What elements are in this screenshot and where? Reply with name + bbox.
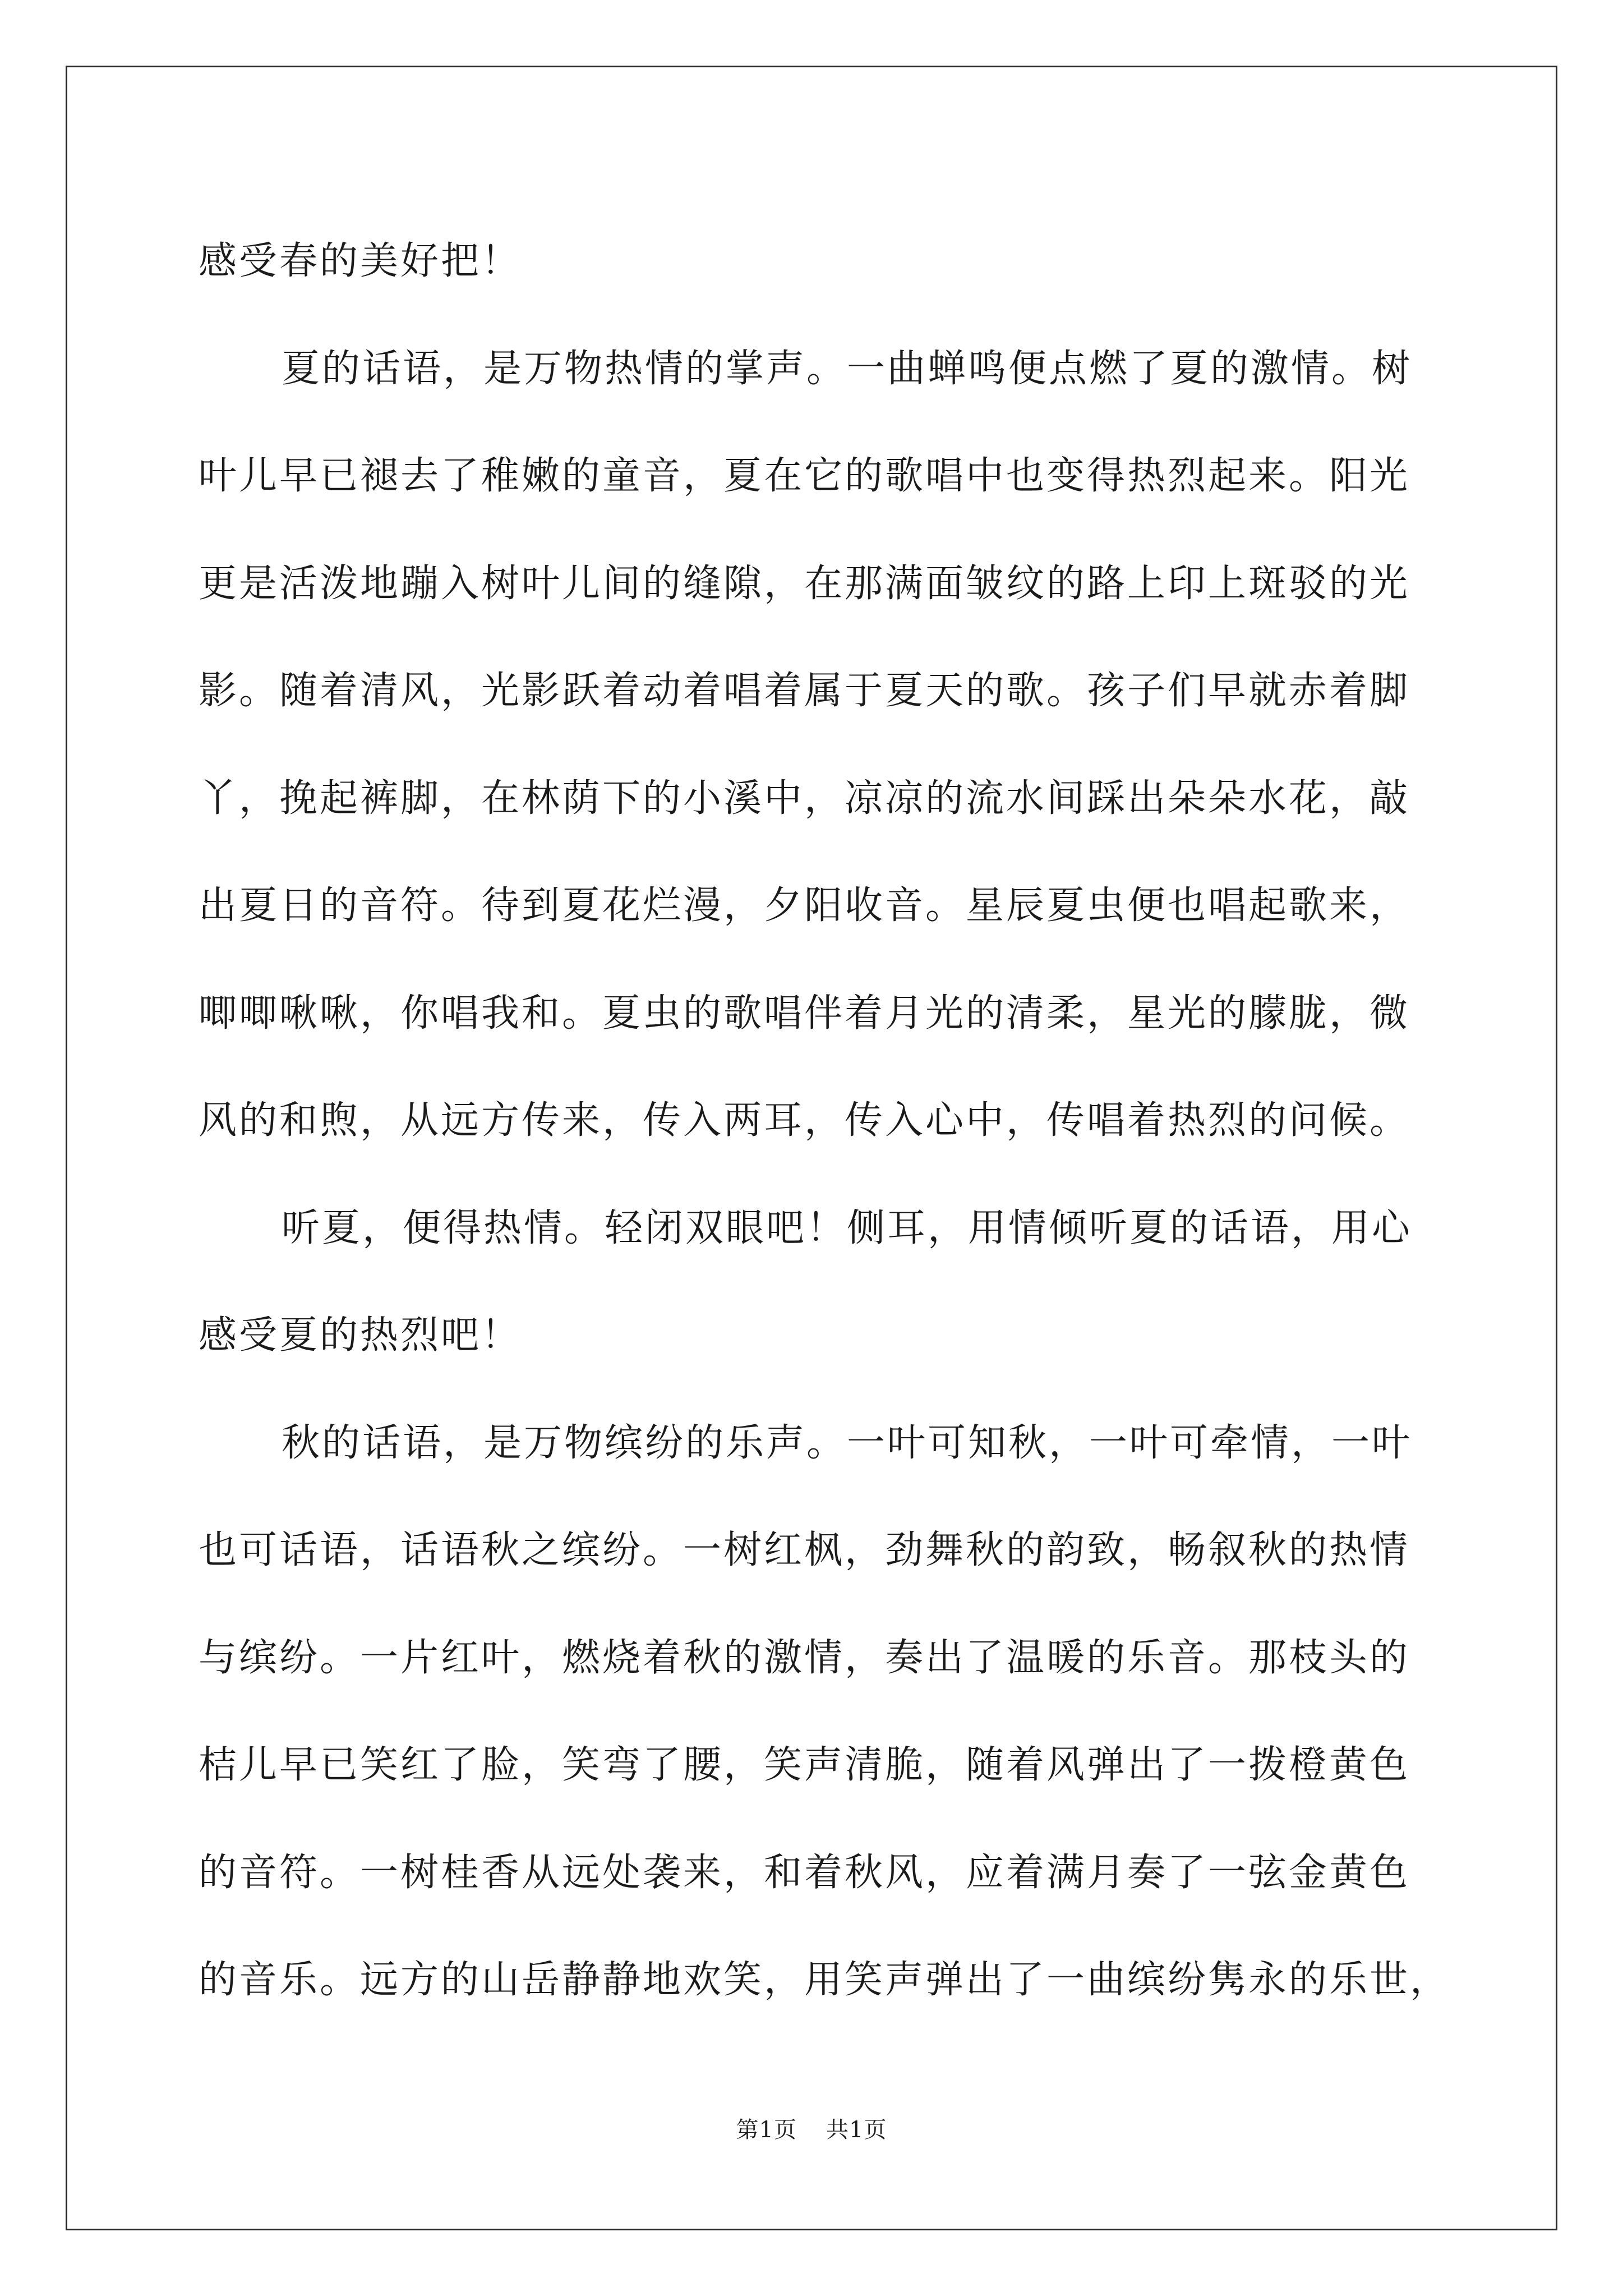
text-line: 影。随着清风，光影跃着动着唱着属于夏天的歌。孩子们早就赤着脚 [199,669,1410,713]
text-line: 感受夏的热烈吧！ [199,1313,522,1358]
text-line: 丫，挽起裤脚，在林荫下的小溪中，凉凉的流水间踩出朵朵水花，敲 [199,776,1410,821]
text-line: 听夏，便得热情。轻闭双眼吧！侧耳，用情倾听夏的话语，用心 [282,1205,1413,1250]
text-line: 感受春的美好把！ [199,239,522,283]
text-line: 更是活泼地蹦入树叶儿间的缝隙，在那满面皱纹的路上印上斑驳的光 [199,561,1410,606]
text-line: 的音符。一树桂香从远处袭来，和着秋风，应着满月奏了一弦金黄色 [199,1850,1410,1895]
text-line: 也可话语，话语秋之缤纷。一树红枫，劲舞秋的韵致，畅叙秋的热情 [199,1528,1410,1572]
page-footer [0,2112,1623,2144]
document-body [199,208,1451,2034]
text-line: 叶儿早已褪去了稚嫩的童音，夏在它的歌唱中也变得热烈起来。阳光 [199,454,1410,498]
text-line: 夏的话语，是万物热情的掌声。一曲蝉鸣便点燃了夏的激情。树 [282,346,1413,391]
text-line: 唧唧啾啾，你唱我和。夏虫的歌唱伴着月光的清柔，星光的朦胧，微 [199,991,1410,1036]
text-line: 出夏日的音符。待到夏花烂漫，夕阳收音。星辰夏虫便也唱起歌来， [199,884,1410,928]
text-line: 桔儿早已笑红了脸，笑弯了腰，笑声清脆，随着风弹出了一拨橙黄色 [199,1743,1410,1787]
text-line: 与缤纷。一片红叶，燃烧着秋的激情，奏出了温暖的乐音。那枝头的 [199,1635,1410,1680]
page-number: 第1页 [736,2117,797,2143]
text-line: 的音乐。远方的山岳静静地欢笑，用笑声弹出了一曲缤纷隽永的乐世， [199,1958,1451,2002]
text-line: 风的和煦，从远方传来，传入两耳，传入心中，传唱着热烈的问候。 [199,1098,1410,1143]
page-total: 共1页 [826,2117,887,2143]
text-line: 秋的话语，是万物缤纷的乐声。一叶可知秋，一叶可牵情，一叶 [282,1420,1413,1465]
